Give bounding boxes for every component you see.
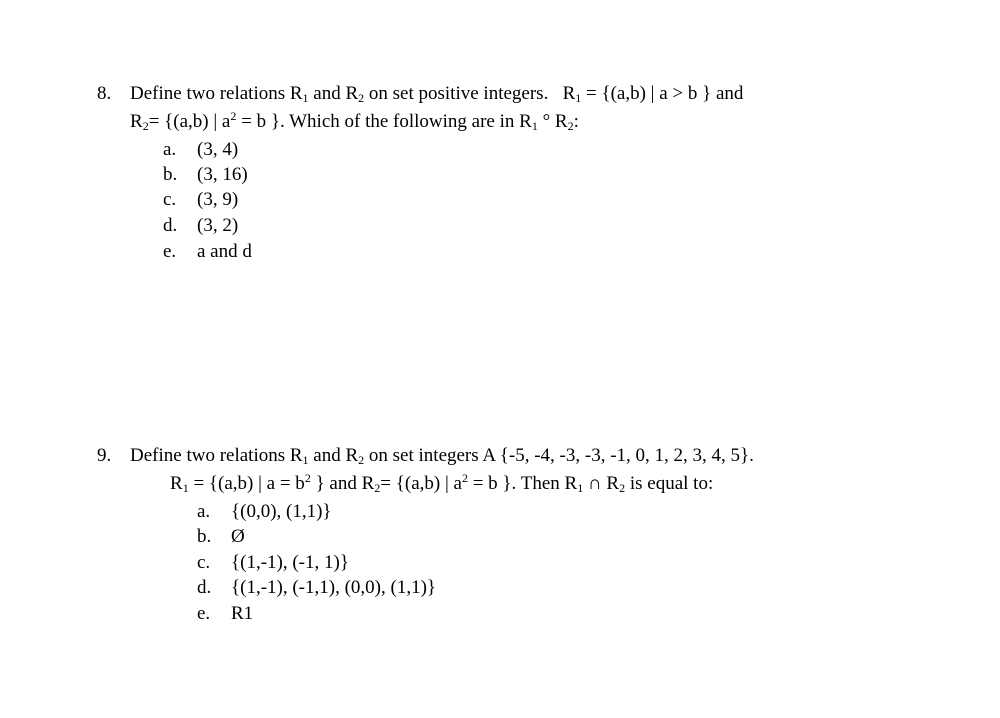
q9-number: 9.: [97, 445, 112, 466]
q9-option-e: e. R1: [197, 603, 254, 624]
q8-option-e: e. a and d: [163, 241, 252, 262]
q8-stem-line2: $R_2= \{(a,b)$ | $a^2 = b$ }. Which of the following are in $R_1$ ° $R_2$:: [130, 109, 579, 133]
q8-option-a: a. (3, 4): [163, 139, 239, 160]
q9-option-c: c. {(1,-1), (-1, 1)}: [197, 552, 349, 573]
q8-option-b: b. (3, 16): [163, 164, 248, 185]
q9-stem-line1: Define two relations $R_1$ and $R_2$ on set integers A {-5, -4, -3, -3, -1, 0, 1, 2, 3, 4, 5}.: [130, 445, 754, 467]
q8-option-d: d. (3, 2): [163, 215, 239, 236]
q9-option-a: a. {(0,0), (1,1)}: [197, 501, 332, 522]
q9-option-d: d. {(1,-1), (-1,1), (0,0), (1,1)}: [197, 577, 437, 598]
q8-number: 8.: [97, 83, 112, 104]
q8-stem-line1: Define two relations $R_1$ and $R_2$ on set positive integers. $R_1 = \{(a,b)$ | a > b } and: [130, 83, 744, 105]
q8-option-c: c. (3, 9): [163, 189, 239, 210]
q9-stem-line2: $R_1 = \{(a,b)$ | $a = b^2$ } and $R_2= \{(a,b)$ | $a^2 = b$ }. Then $R_1$ ∩ $R_2$ is equal to:: [170, 471, 714, 495]
q9-option-b: b. Ø: [197, 526, 245, 547]
